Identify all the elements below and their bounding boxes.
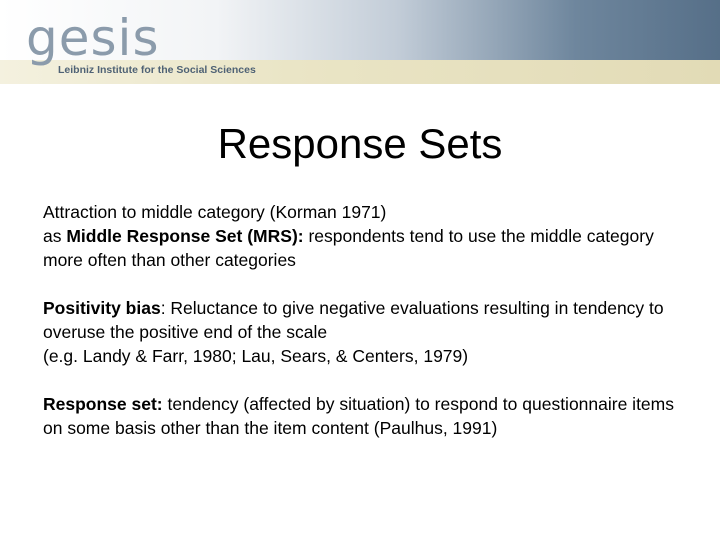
paragraph-line: Attraction to middle category (Korman 1971) — [43, 202, 387, 222]
citation: (e.g. Landy & Farr, 1980; Lau, Sears, & Centers, 1979) — [43, 346, 469, 366]
term-definition: : Reluctance to give negative evaluations resulting in tendency to overuse the positive end of the scale — [43, 298, 664, 342]
term-response-set: Response set: — [43, 394, 163, 414]
paragraph-line — [43, 296, 693, 344]
header-banner — [0, 0, 720, 84]
slide-title: Response Sets — [217, 120, 503, 167]
term-mrs: Middle Response Set (MRS): — [66, 226, 304, 246]
term-definition: tendency (affected by situation) to respond to questionnaire items on some basis other than the item content (Paulhus, 1991) — [43, 394, 674, 438]
gesis-logo: gesis — [26, 9, 160, 67]
paragraph-middle-category — [43, 200, 693, 272]
paragraph-response-set — [43, 392, 693, 440]
text-prefix: as — [43, 226, 67, 246]
term-definition: respondents tend to use the middle category more often than other categories — [43, 226, 654, 270]
paragraph-positivity-bias — [43, 296, 693, 368]
paragraph-line — [43, 224, 693, 272]
paragraph-line — [43, 392, 693, 440]
term-positivity-bias: Positivity bias — [43, 298, 161, 318]
logo-subtitle: Leibniz Institute for the Social Sciences — [58, 64, 256, 76]
slide-body — [43, 200, 693, 464]
